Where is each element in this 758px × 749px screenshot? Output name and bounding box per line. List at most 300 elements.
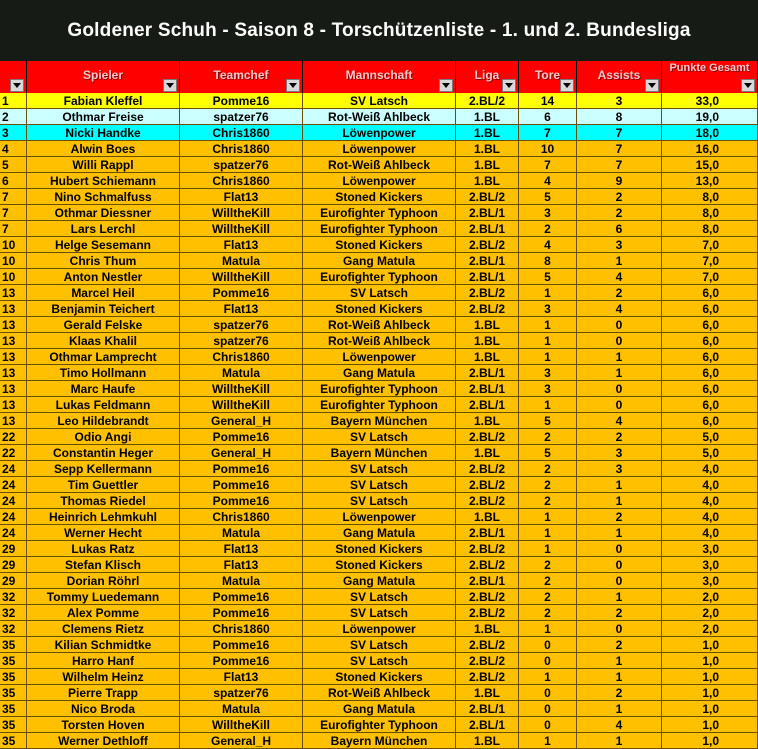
table-row[interactable] xyxy=(0,397,758,413)
player-cell[interactable]: Alwin Boes xyxy=(27,141,180,157)
player-cell[interactable]: Harro Hanf xyxy=(27,653,180,669)
teamchef-cell[interactable]: Matula xyxy=(180,365,303,381)
teamchef-cell[interactable]: Chris1860 xyxy=(180,141,303,157)
teamchef-cell[interactable]: Pomme16 xyxy=(180,653,303,669)
league-cell[interactable]: 2.BL/1 xyxy=(456,269,519,285)
goals-cell[interactable]: 1 xyxy=(519,333,577,349)
teamchef-cell[interactable]: Pomme16 xyxy=(180,285,303,301)
teamchef-cell[interactable]: General_H xyxy=(180,413,303,429)
table-row[interactable] xyxy=(0,205,758,221)
assists-cell[interactable]: 2 xyxy=(577,285,662,301)
goals-cell[interactable]: 1 xyxy=(519,285,577,301)
table-row[interactable] xyxy=(0,445,758,461)
table-row[interactable] xyxy=(0,717,758,733)
rank-cell[interactable]: 13 xyxy=(0,317,27,333)
table-row[interactable] xyxy=(0,413,758,429)
player-cell[interactable]: Alex Pomme xyxy=(27,605,180,621)
assists-cell[interactable]: 0 xyxy=(577,621,662,637)
points-cell[interactable]: 33,0 xyxy=(662,93,758,109)
rank-cell[interactable]: 24 xyxy=(0,509,27,525)
rank-cell[interactable]: 13 xyxy=(0,365,27,381)
points-cell[interactable]: 2,0 xyxy=(662,621,758,637)
player-cell[interactable]: Marc Haufe xyxy=(27,381,180,397)
filter-dropdown-button[interactable] xyxy=(645,79,659,92)
assists-cell[interactable]: 2 xyxy=(577,429,662,445)
goals-cell[interactable]: 6 xyxy=(519,109,577,125)
player-cell[interactable]: Chris Thum xyxy=(27,253,180,269)
goals-cell[interactable]: 1 xyxy=(519,317,577,333)
table-row[interactable] xyxy=(0,589,758,605)
points-cell[interactable]: 3,0 xyxy=(662,557,758,573)
column-header-tore[interactable] xyxy=(519,61,577,93)
table-row[interactable] xyxy=(0,365,758,381)
goals-cell[interactable]: 0 xyxy=(519,685,577,701)
team-cell[interactable]: Bayern München xyxy=(303,445,456,461)
teamchef-cell[interactable]: Flat13 xyxy=(180,669,303,685)
player-cell[interactable]: Benjamin Teichert xyxy=(27,301,180,317)
points-cell[interactable]: 6,0 xyxy=(662,285,758,301)
league-cell[interactable]: 2.BL/1 xyxy=(456,397,519,413)
league-cell[interactable]: 2.BL/2 xyxy=(456,285,519,301)
player-cell[interactable]: Klaas Khalil xyxy=(27,333,180,349)
assists-cell[interactable]: 4 xyxy=(577,413,662,429)
assists-cell[interactable]: 0 xyxy=(577,397,662,413)
player-cell[interactable]: Nicki Handke xyxy=(27,125,180,141)
league-cell[interactable]: 1.BL xyxy=(456,349,519,365)
points-cell[interactable]: 1,0 xyxy=(662,685,758,701)
table-row[interactable] xyxy=(0,525,758,541)
assists-cell[interactable]: 2 xyxy=(577,637,662,653)
rank-cell[interactable]: 7 xyxy=(0,205,27,221)
player-cell[interactable]: Kilian Schmidtke xyxy=(27,637,180,653)
teamchef-cell[interactable]: spatzer76 xyxy=(180,109,303,125)
goals-cell[interactable]: 5 xyxy=(519,445,577,461)
rank-cell[interactable]: 35 xyxy=(0,717,27,733)
goals-cell[interactable]: 2 xyxy=(519,477,577,493)
team-cell[interactable]: SV Latsch xyxy=(303,429,456,445)
player-cell[interactable]: Werner Dethloff xyxy=(27,733,180,749)
team-cell[interactable]: Stoned Kickers xyxy=(303,557,456,573)
team-cell[interactable]: Gang Matula xyxy=(303,573,456,589)
assists-cell[interactable]: 6 xyxy=(577,221,662,237)
rank-cell[interactable]: 35 xyxy=(0,637,27,653)
teamchef-cell[interactable]: Flat13 xyxy=(180,557,303,573)
team-cell[interactable]: SV Latsch xyxy=(303,637,456,653)
rank-cell[interactable]: 3 xyxy=(0,125,27,141)
rank-cell[interactable]: 35 xyxy=(0,685,27,701)
league-cell[interactable]: 2.BL/1 xyxy=(456,525,519,541)
assists-cell[interactable]: 1 xyxy=(577,525,662,541)
points-cell[interactable]: 4,0 xyxy=(662,477,758,493)
teamchef-cell[interactable]: Chris1860 xyxy=(180,509,303,525)
table-row[interactable] xyxy=(0,573,758,589)
league-cell[interactable]: 2.BL/2 xyxy=(456,637,519,653)
rank-cell[interactable]: 6 xyxy=(0,173,27,189)
teamchef-cell[interactable]: Pomme16 xyxy=(180,93,303,109)
player-cell[interactable]: Wilhelm Heinz xyxy=(27,669,180,685)
teamchef-cell[interactable]: Flat13 xyxy=(180,541,303,557)
table-row[interactable] xyxy=(0,301,758,317)
teamchef-cell[interactable]: Pomme16 xyxy=(180,605,303,621)
player-cell[interactable]: Timo Hollmann xyxy=(27,365,180,381)
team-cell[interactable]: Eurofighter Typhoon xyxy=(303,205,456,221)
league-cell[interactable]: 2.BL/2 xyxy=(456,589,519,605)
teamchef-cell[interactable]: General_H xyxy=(180,733,303,749)
team-cell[interactable]: Bayern München xyxy=(303,733,456,749)
teamchef-cell[interactable]: Chris1860 xyxy=(180,621,303,637)
points-cell[interactable]: 6,0 xyxy=(662,381,758,397)
player-cell[interactable]: Gerald Felske xyxy=(27,317,180,333)
table-row[interactable] xyxy=(0,701,758,717)
rank-cell[interactable]: 29 xyxy=(0,541,27,557)
goals-cell[interactable]: 4 xyxy=(519,237,577,253)
team-cell[interactable]: Löwenpower xyxy=(303,349,456,365)
goals-cell[interactable]: 3 xyxy=(519,381,577,397)
league-cell[interactable]: 1.BL xyxy=(456,141,519,157)
teamchef-cell[interactable]: General_H xyxy=(180,445,303,461)
team-cell[interactable]: Stoned Kickers xyxy=(303,541,456,557)
points-cell[interactable]: 6,0 xyxy=(662,397,758,413)
points-cell[interactable]: 1,0 xyxy=(662,669,758,685)
league-cell[interactable]: 1.BL xyxy=(456,509,519,525)
league-cell[interactable]: 1.BL xyxy=(456,125,519,141)
teamchef-cell[interactable]: Pomme16 xyxy=(180,589,303,605)
goals-cell[interactable]: 4 xyxy=(519,173,577,189)
points-cell[interactable]: 7,0 xyxy=(662,269,758,285)
assists-cell[interactable]: 8 xyxy=(577,109,662,125)
goals-cell[interactable]: 2 xyxy=(519,461,577,477)
rank-cell[interactable]: 32 xyxy=(0,589,27,605)
rank-cell[interactable]: 22 xyxy=(0,429,27,445)
league-cell[interactable]: 1.BL xyxy=(456,173,519,189)
assists-cell[interactable]: 1 xyxy=(577,253,662,269)
team-cell[interactable]: Stoned Kickers xyxy=(303,237,456,253)
assists-cell[interactable]: 2 xyxy=(577,189,662,205)
teamchef-cell[interactable]: Flat13 xyxy=(180,237,303,253)
filter-dropdown-button[interactable] xyxy=(560,79,574,92)
player-cell[interactable]: Fabian Kleffel xyxy=(27,93,180,109)
table-row[interactable] xyxy=(0,93,758,109)
league-cell[interactable]: 2.BL/2 xyxy=(456,461,519,477)
player-cell[interactable]: Stefan Klisch xyxy=(27,557,180,573)
league-cell[interactable]: 2.BL/1 xyxy=(456,205,519,221)
rank-cell[interactable]: 35 xyxy=(0,733,27,749)
table-row[interactable] xyxy=(0,605,758,621)
points-cell[interactable]: 8,0 xyxy=(662,205,758,221)
goals-cell[interactable]: 1 xyxy=(519,349,577,365)
table-row[interactable] xyxy=(0,477,758,493)
teamchef-cell[interactable]: spatzer76 xyxy=(180,157,303,173)
league-cell[interactable]: 1.BL xyxy=(456,413,519,429)
league-cell[interactable]: 2.BL/1 xyxy=(456,221,519,237)
player-cell[interactable]: Hubert Schiemann xyxy=(27,173,180,189)
teamchef-cell[interactable]: Chris1860 xyxy=(180,173,303,189)
table-row[interactable] xyxy=(0,621,758,637)
points-cell[interactable]: 3,0 xyxy=(662,573,758,589)
table-row[interactable] xyxy=(0,189,758,205)
points-cell[interactable]: 1,0 xyxy=(662,717,758,733)
points-cell[interactable]: 4,0 xyxy=(662,525,758,541)
player-cell[interactable]: Heinrich Lehmkuhl xyxy=(27,509,180,525)
team-cell[interactable]: Gang Matula xyxy=(303,253,456,269)
goals-cell[interactable]: 1 xyxy=(519,397,577,413)
team-cell[interactable]: SV Latsch xyxy=(303,461,456,477)
points-cell[interactable]: 1,0 xyxy=(662,701,758,717)
team-cell[interactable]: Gang Matula xyxy=(303,365,456,381)
team-cell[interactable]: Eurofighter Typhoon xyxy=(303,381,456,397)
player-cell[interactable]: Helge Sesemann xyxy=(27,237,180,253)
goals-cell[interactable]: 3 xyxy=(519,205,577,221)
teamchef-cell[interactable]: WilltheKill xyxy=(180,221,303,237)
goals-cell[interactable]: 1 xyxy=(519,621,577,637)
goals-cell[interactable]: 7 xyxy=(519,157,577,173)
goals-cell[interactable]: 2 xyxy=(519,573,577,589)
team-cell[interactable]: SV Latsch xyxy=(303,605,456,621)
filter-dropdown-button[interactable] xyxy=(741,79,755,92)
team-cell[interactable]: Eurofighter Typhoon xyxy=(303,397,456,413)
points-cell[interactable]: 1,0 xyxy=(662,653,758,669)
rank-cell[interactable]: 5 xyxy=(0,157,27,173)
team-cell[interactable]: SV Latsch xyxy=(303,477,456,493)
league-cell[interactable]: 1.BL xyxy=(456,317,519,333)
filter-dropdown-button[interactable] xyxy=(10,79,24,92)
player-cell[interactable]: Lars Lerchl xyxy=(27,221,180,237)
points-cell[interactable]: 6,0 xyxy=(662,413,758,429)
points-cell[interactable]: 8,0 xyxy=(662,189,758,205)
assists-cell[interactable]: 0 xyxy=(577,317,662,333)
table-row[interactable] xyxy=(0,669,758,685)
league-cell[interactable]: 1.BL xyxy=(456,621,519,637)
team-cell[interactable]: Rot-Weiß Ahlbeck xyxy=(303,317,456,333)
points-cell[interactable]: 1,0 xyxy=(662,637,758,653)
column-header-spieler[interactable] xyxy=(27,61,180,93)
teamchef-cell[interactable]: WilltheKill xyxy=(180,269,303,285)
player-cell[interactable]: Constantin Heger xyxy=(27,445,180,461)
teamchef-cell[interactable]: Pomme16 xyxy=(180,637,303,653)
team-cell[interactable]: SV Latsch xyxy=(303,653,456,669)
table-row[interactable] xyxy=(0,141,758,157)
assists-cell[interactable]: 3 xyxy=(577,461,662,477)
goals-cell[interactable]: 0 xyxy=(519,717,577,733)
assists-cell[interactable]: 4 xyxy=(577,717,662,733)
rank-cell[interactable]: 24 xyxy=(0,525,27,541)
player-cell[interactable]: Othmar Freise xyxy=(27,109,180,125)
team-cell[interactable]: Gang Matula xyxy=(303,525,456,541)
player-cell[interactable]: Marcel Heil xyxy=(27,285,180,301)
player-cell[interactable]: Sepp Kellermann xyxy=(27,461,180,477)
assists-cell[interactable]: 1 xyxy=(577,733,662,749)
assists-cell[interactable]: 1 xyxy=(577,493,662,509)
assists-cell[interactable]: 9 xyxy=(577,173,662,189)
league-cell[interactable]: 2.BL/2 xyxy=(456,477,519,493)
column-header-assists[interactable] xyxy=(577,61,662,93)
league-cell[interactable]: 2.BL/2 xyxy=(456,237,519,253)
teamchef-cell[interactable]: Flat13 xyxy=(180,189,303,205)
rank-cell[interactable]: 13 xyxy=(0,349,27,365)
goals-cell[interactable]: 10 xyxy=(519,141,577,157)
teamchef-cell[interactable]: spatzer76 xyxy=(180,317,303,333)
points-cell[interactable]: 16,0 xyxy=(662,141,758,157)
team-cell[interactable]: Rot-Weiß Ahlbeck xyxy=(303,333,456,349)
table-row[interactable] xyxy=(0,349,758,365)
table-row[interactable] xyxy=(0,429,758,445)
team-cell[interactable]: Rot-Weiß Ahlbeck xyxy=(303,685,456,701)
assists-cell[interactable]: 4 xyxy=(577,269,662,285)
assists-cell[interactable]: 1 xyxy=(577,349,662,365)
goals-cell[interactable]: 5 xyxy=(519,189,577,205)
league-cell[interactable]: 1.BL xyxy=(456,157,519,173)
team-cell[interactable]: Eurofighter Typhoon xyxy=(303,221,456,237)
rank-cell[interactable]: 32 xyxy=(0,605,27,621)
assists-cell[interactable]: 3 xyxy=(577,445,662,461)
table-row[interactable] xyxy=(0,333,758,349)
league-cell[interactable]: 2.BL/2 xyxy=(456,653,519,669)
filter-dropdown-button[interactable] xyxy=(286,79,300,92)
filter-dropdown-button[interactable] xyxy=(502,79,516,92)
goals-cell[interactable]: 2 xyxy=(519,493,577,509)
teamchef-cell[interactable]: spatzer76 xyxy=(180,685,303,701)
rank-cell[interactable]: 35 xyxy=(0,669,27,685)
assists-cell[interactable]: 7 xyxy=(577,125,662,141)
league-cell[interactable]: 1.BL xyxy=(456,333,519,349)
team-cell[interactable]: Löwenpower xyxy=(303,141,456,157)
player-cell[interactable]: Nico Broda xyxy=(27,701,180,717)
team-cell[interactable]: SV Latsch xyxy=(303,285,456,301)
points-cell[interactable]: 2,0 xyxy=(662,605,758,621)
league-cell[interactable]: 1.BL xyxy=(456,109,519,125)
goals-cell[interactable]: 14 xyxy=(519,93,577,109)
rank-cell[interactable]: 24 xyxy=(0,493,27,509)
team-cell[interactable]: Rot-Weiß Ahlbeck xyxy=(303,157,456,173)
assists-cell[interactable]: 2 xyxy=(577,509,662,525)
goals-cell[interactable]: 2 xyxy=(519,557,577,573)
table-row[interactable] xyxy=(0,461,758,477)
player-cell[interactable]: Othmar Diessner xyxy=(27,205,180,221)
table-row[interactable] xyxy=(0,269,758,285)
goals-cell[interactable]: 5 xyxy=(519,269,577,285)
player-cell[interactable]: Lukas Feldmann xyxy=(27,397,180,413)
rank-cell[interactable]: 2 xyxy=(0,109,27,125)
player-cell[interactable]: Pierre Trapp xyxy=(27,685,180,701)
rank-cell[interactable]: 29 xyxy=(0,557,27,573)
team-cell[interactable]: SV Latsch xyxy=(303,589,456,605)
player-cell[interactable]: Leo Hildebrandt xyxy=(27,413,180,429)
points-cell[interactable]: 8,0 xyxy=(662,221,758,237)
points-cell[interactable]: 7,0 xyxy=(662,253,758,269)
assists-cell[interactable]: 7 xyxy=(577,157,662,173)
assists-cell[interactable]: 0 xyxy=(577,381,662,397)
player-cell[interactable]: Torsten Hoven xyxy=(27,717,180,733)
points-cell[interactable]: 4,0 xyxy=(662,461,758,477)
column-header-teamchef[interactable] xyxy=(180,61,303,93)
points-cell[interactable]: 6,0 xyxy=(662,317,758,333)
points-cell[interactable]: 19,0 xyxy=(662,109,758,125)
table-row[interactable] xyxy=(0,157,758,173)
team-cell[interactable]: Löwenpower xyxy=(303,621,456,637)
teamchef-cell[interactable]: Pomme16 xyxy=(180,429,303,445)
goals-cell[interactable]: 8 xyxy=(519,253,577,269)
assists-cell[interactable]: 2 xyxy=(577,205,662,221)
league-cell[interactable]: 2.BL/2 xyxy=(456,493,519,509)
column-header-liga[interactable] xyxy=(456,61,519,93)
goals-cell[interactable]: 0 xyxy=(519,701,577,717)
assists-cell[interactable]: 3 xyxy=(577,237,662,253)
table-row[interactable] xyxy=(0,541,758,557)
points-cell[interactable]: 4,0 xyxy=(662,493,758,509)
rank-cell[interactable]: 13 xyxy=(0,381,27,397)
assists-cell[interactable]: 3 xyxy=(577,93,662,109)
teamchef-cell[interactable]: WilltheKill xyxy=(180,397,303,413)
rank-cell[interactable]: 35 xyxy=(0,701,27,717)
points-cell[interactable]: 6,0 xyxy=(662,349,758,365)
points-cell[interactable]: 6,0 xyxy=(662,365,758,381)
rank-cell[interactable]: 13 xyxy=(0,397,27,413)
rank-cell[interactable]: 10 xyxy=(0,253,27,269)
goals-cell[interactable]: 5 xyxy=(519,413,577,429)
player-cell[interactable]: Lukas Ratz xyxy=(27,541,180,557)
column-header-rank[interactable] xyxy=(0,61,27,93)
player-cell[interactable]: Werner Hecht xyxy=(27,525,180,541)
team-cell[interactable]: SV Latsch xyxy=(303,493,456,509)
league-cell[interactable]: 1.BL xyxy=(456,445,519,461)
table-row[interactable] xyxy=(0,253,758,269)
goals-cell[interactable]: 2 xyxy=(519,221,577,237)
table-row[interactable] xyxy=(0,685,758,701)
league-cell[interactable]: 2.BL/1 xyxy=(456,365,519,381)
player-cell[interactable]: Othmar Lamprecht xyxy=(27,349,180,365)
assists-cell[interactable]: 1 xyxy=(577,477,662,493)
points-cell[interactable]: 4,0 xyxy=(662,509,758,525)
table-row[interactable] xyxy=(0,221,758,237)
column-header-mannschaft[interactable] xyxy=(303,61,456,93)
rank-cell[interactable]: 10 xyxy=(0,237,27,253)
points-cell[interactable]: 18,0 xyxy=(662,125,758,141)
table-row[interactable] xyxy=(0,173,758,189)
goals-cell[interactable]: 2 xyxy=(519,605,577,621)
player-cell[interactable]: Dorian Röhrl xyxy=(27,573,180,589)
table-row[interactable] xyxy=(0,237,758,253)
table-row[interactable] xyxy=(0,493,758,509)
player-cell[interactable]: Thomas Riedel xyxy=(27,493,180,509)
points-cell[interactable]: 15,0 xyxy=(662,157,758,173)
league-cell[interactable]: 1.BL xyxy=(456,685,519,701)
goals-cell[interactable]: 1 xyxy=(519,733,577,749)
goals-cell[interactable]: 2 xyxy=(519,429,577,445)
teamchef-cell[interactable]: WilltheKill xyxy=(180,717,303,733)
table-row[interactable] xyxy=(0,733,758,749)
table-row[interactable] xyxy=(0,557,758,573)
goals-cell[interactable]: 1 xyxy=(519,669,577,685)
team-cell[interactable]: Stoned Kickers xyxy=(303,669,456,685)
points-cell[interactable]: 6,0 xyxy=(662,301,758,317)
team-cell[interactable]: Rot-Weiß Ahlbeck xyxy=(303,109,456,125)
league-cell[interactable]: 2.BL/2 xyxy=(456,429,519,445)
league-cell[interactable]: 2.BL/1 xyxy=(456,573,519,589)
goals-cell[interactable]: 0 xyxy=(519,637,577,653)
assists-cell[interactable]: 4 xyxy=(577,301,662,317)
assists-cell[interactable]: 1 xyxy=(577,669,662,685)
teamchef-cell[interactable]: WilltheKill xyxy=(180,381,303,397)
league-cell[interactable]: 2.BL/1 xyxy=(456,701,519,717)
goals-cell[interactable]: 0 xyxy=(519,653,577,669)
points-cell[interactable]: 6,0 xyxy=(662,333,758,349)
league-cell[interactable]: 2.BL/2 xyxy=(456,605,519,621)
rank-cell[interactable]: 13 xyxy=(0,301,27,317)
player-cell[interactable]: Odio Angi xyxy=(27,429,180,445)
team-cell[interactable]: Löwenpower xyxy=(303,125,456,141)
team-cell[interactable]: Löwenpower xyxy=(303,173,456,189)
goals-cell[interactable]: 3 xyxy=(519,301,577,317)
